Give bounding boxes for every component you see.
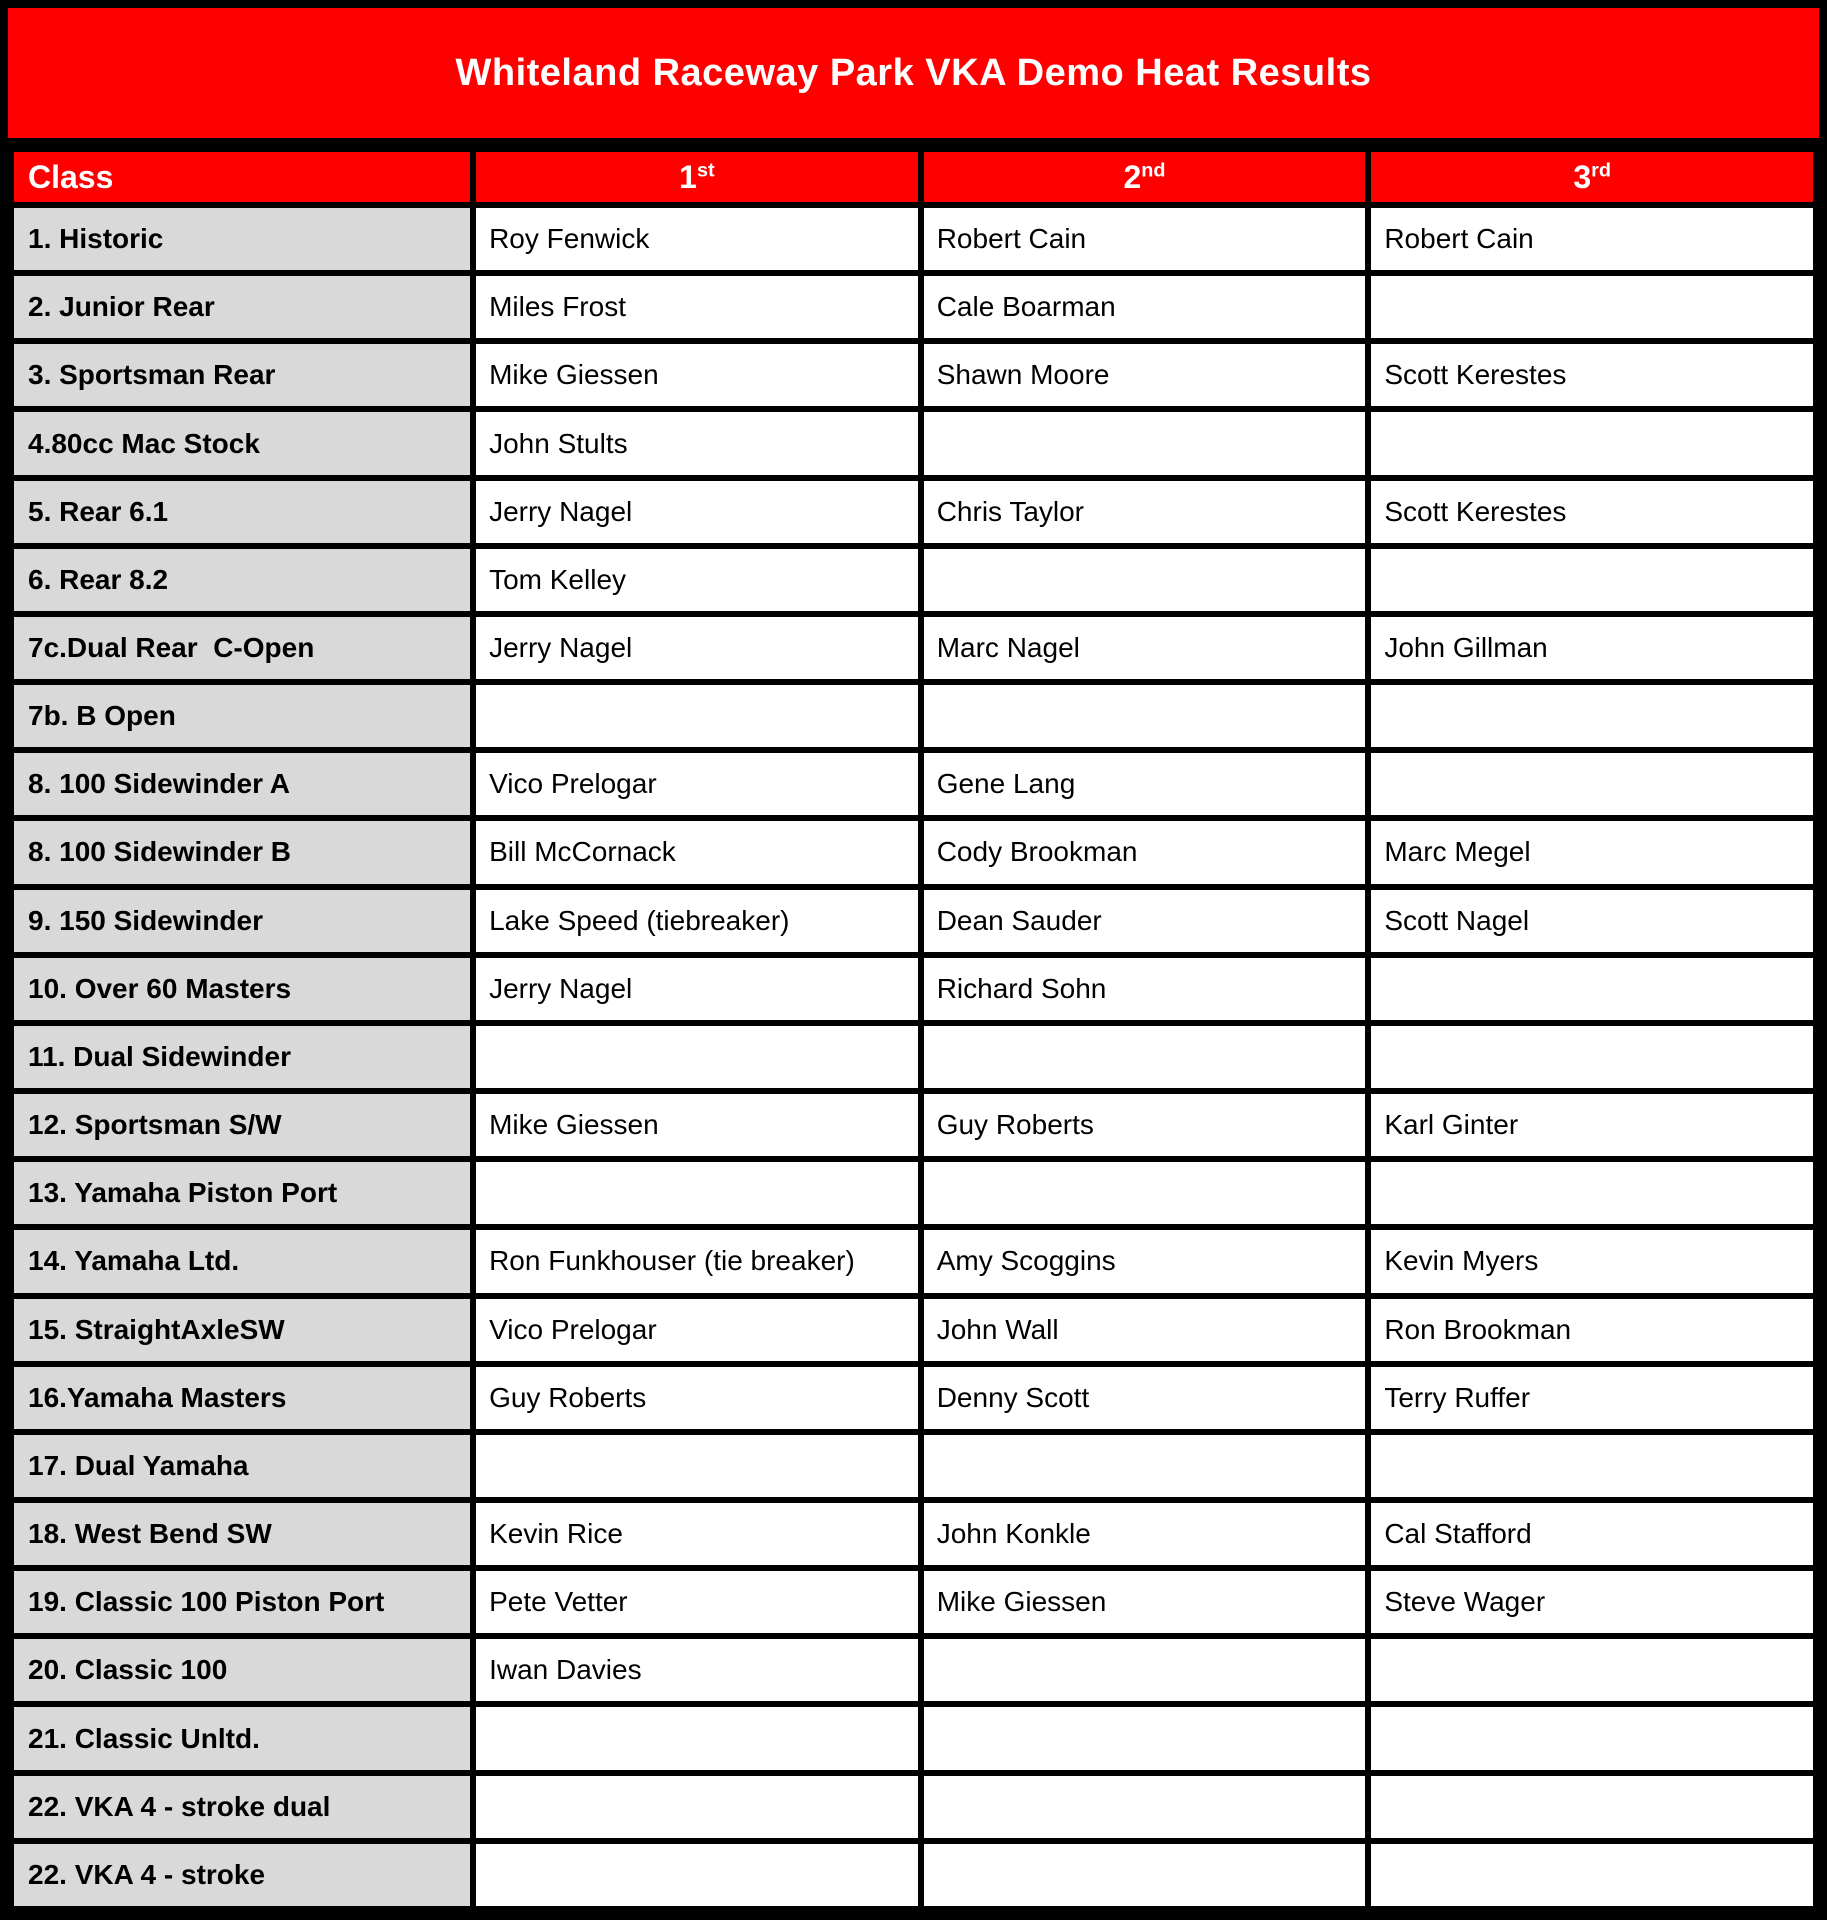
first-place-cell: Guy Roberts <box>473 1364 921 1432</box>
class-cell: 9. 150 Sidewinder <box>11 887 473 955</box>
first-place-cell: Miles Frost <box>473 273 921 341</box>
first-place-cell: Kevin Rice <box>473 1500 921 1568</box>
first-place-cell <box>473 1773 921 1841</box>
results-table <box>8 146 1819 1912</box>
second-place-cell: Mike Giessen <box>921 1568 1369 1636</box>
first-place-cell <box>473 1704 921 1772</box>
table-row <box>11 546 1816 614</box>
class-cell: 16.Yamaha Masters <box>11 1364 473 1432</box>
table-row <box>11 1159 1816 1227</box>
class-cell: 15. StraightAxleSW <box>11 1296 473 1364</box>
second-place-cell: Robert Cain <box>921 205 1369 273</box>
column-header-third <box>1368 149 1816 205</box>
first-place-cell: Jerry Nagel <box>473 614 921 682</box>
second-place-cell <box>921 1023 1369 1091</box>
second-place-cell <box>921 1636 1369 1704</box>
second-place-ordinal-suffix: nd <box>1141 158 1166 181</box>
third-place-cell <box>1368 682 1816 750</box>
third-place-cell: Scott Nagel <box>1368 887 1816 955</box>
third-place-cell <box>1368 1023 1816 1091</box>
first-place-cell: Pete Vetter <box>473 1568 921 1636</box>
first-place-cell: Vico Prelogar <box>473 750 921 818</box>
table-row <box>11 887 1816 955</box>
third-place-cell <box>1368 1704 1816 1772</box>
class-cell: 22. VKA 4 - stroke dual <box>11 1773 473 1841</box>
first-place-cell <box>473 1023 921 1091</box>
class-cell: 21. Classic Unltd. <box>11 1704 473 1772</box>
class-cell: 11. Dual Sidewinder <box>11 1023 473 1091</box>
first-place-ordinal-suffix: st <box>696 158 715 181</box>
table-row <box>11 1023 1816 1091</box>
first-place-cell <box>473 1432 921 1500</box>
first-place-cell: Tom Kelley <box>473 546 921 614</box>
table-row <box>11 1841 1816 1909</box>
table-row <box>11 614 1816 682</box>
second-place-cell <box>921 546 1369 614</box>
class-cell: 17. Dual Yamaha <box>11 1432 473 1500</box>
second-place-cell: Shawn Moore <box>921 341 1369 409</box>
table-row <box>11 682 1816 750</box>
class-cell: 2. Junior Rear <box>11 273 473 341</box>
title-banner <box>8 8 1819 146</box>
class-cell: 14. Yamaha Ltd. <box>11 1227 473 1295</box>
first-place-cell: Ron Funkhouser (tie breaker) <box>473 1227 921 1295</box>
third-place-cell: Kevin Myers <box>1368 1227 1816 1295</box>
first-place-cell: Mike Giessen <box>473 341 921 409</box>
table-row <box>11 409 1816 477</box>
first-place-cell: Vico Prelogar <box>473 1296 921 1364</box>
second-place-cell: Guy Roberts <box>921 1091 1369 1159</box>
class-cell: 19. Classic 100 Piston Port <box>11 1568 473 1636</box>
third-place-cell <box>1368 955 1816 1023</box>
class-cell: 8. 100 Sidewinder A <box>11 750 473 818</box>
third-place-cell: Cal Stafford <box>1368 1500 1816 1568</box>
third-place-cell: Steve Wager <box>1368 1568 1816 1636</box>
table-row <box>11 273 1816 341</box>
third-place-cell <box>1368 750 1816 818</box>
table-row <box>11 1364 1816 1432</box>
third-place-cell: Karl Ginter <box>1368 1091 1816 1159</box>
third-place-cell <box>1368 1159 1816 1227</box>
first-place-cell: John Stults <box>473 409 921 477</box>
table-row <box>11 818 1816 886</box>
third-place-cell: Terry Ruffer <box>1368 1364 1816 1432</box>
second-place-cell: John Konkle <box>921 1500 1369 1568</box>
third-place-cell: Marc Megel <box>1368 818 1816 886</box>
class-cell: 1. Historic <box>11 205 473 273</box>
first-place-cell: Iwan Davies <box>473 1636 921 1704</box>
table-row <box>11 1500 1816 1568</box>
class-cell: 6. Rear 8.2 <box>11 546 473 614</box>
first-place-cell <box>473 682 921 750</box>
second-place-cell <box>921 1841 1369 1909</box>
first-place-cell: Jerry Nagel <box>473 955 921 1023</box>
second-place-number: 2 <box>1123 158 1142 195</box>
table-row <box>11 478 1816 546</box>
third-place-cell: Scott Kerestes <box>1368 341 1816 409</box>
table-row <box>11 1568 1816 1636</box>
table-row <box>11 1296 1816 1364</box>
class-cell: 5. Rear 6.1 <box>11 478 473 546</box>
second-place-cell <box>921 1432 1369 1500</box>
second-place-cell <box>921 409 1369 477</box>
second-place-cell: Cody Brookman <box>921 818 1369 886</box>
header-row <box>11 149 1816 205</box>
first-place-number: 1 <box>679 158 697 195</box>
third-place-cell <box>1368 1841 1816 1909</box>
table-row <box>11 1773 1816 1841</box>
table-row <box>11 750 1816 818</box>
second-place-cell: Gene Lang <box>921 750 1369 818</box>
third-place-cell: Scott Kerestes <box>1368 478 1816 546</box>
class-cell: 4.80cc Mac Stock <box>11 409 473 477</box>
table-row <box>11 1704 1816 1772</box>
second-place-cell <box>921 1773 1369 1841</box>
third-place-cell: Ron Brookman <box>1368 1296 1816 1364</box>
table-row <box>11 1227 1816 1295</box>
class-cell: 12. Sportsman S/W <box>11 1091 473 1159</box>
second-place-cell <box>921 682 1369 750</box>
first-place-cell: Bill McCornack <box>473 818 921 886</box>
second-place-cell <box>921 1704 1369 1772</box>
table-row <box>11 341 1816 409</box>
third-place-cell: Robert Cain <box>1368 205 1816 273</box>
third-place-cell <box>1368 546 1816 614</box>
third-place-cell: John Gillman <box>1368 614 1816 682</box>
second-place-cell: Dean Sauder <box>921 887 1369 955</box>
second-place-cell: Denny Scott <box>921 1364 1369 1432</box>
third-place-cell <box>1368 273 1816 341</box>
class-cell: 7c.Dual Rear C-Open <box>11 614 473 682</box>
table-row <box>11 1636 1816 1704</box>
third-place-cell <box>1368 1432 1816 1500</box>
class-cell: 18. West Bend SW <box>11 1500 473 1568</box>
second-place-cell: Richard Sohn <box>921 955 1369 1023</box>
class-cell: 13. Yamaha Piston Port <box>11 1159 473 1227</box>
table-row <box>11 1091 1816 1159</box>
third-place-ordinal-suffix: rd <box>1591 158 1611 181</box>
third-place-cell <box>1368 1636 1816 1704</box>
table-row <box>11 205 1816 273</box>
class-cell: 7b. B Open <box>11 682 473 750</box>
second-place-cell: Cale Boarman <box>921 273 1369 341</box>
first-place-cell: Mike Giessen <box>473 1091 921 1159</box>
page-title: Whiteland Raceway Park VKA Demo Heat Results <box>455 51 1372 94</box>
second-place-cell: Amy Scoggins <box>921 1227 1369 1295</box>
class-cell: 3. Sportsman Rear <box>11 341 473 409</box>
class-cell: 20. Classic 100 <box>11 1636 473 1704</box>
first-place-cell: Jerry Nagel <box>473 478 921 546</box>
first-place-cell: Lake Speed (tiebreaker) <box>473 887 921 955</box>
second-place-cell: Chris Taylor <box>921 478 1369 546</box>
first-place-cell: Roy Fenwick <box>473 205 921 273</box>
first-place-cell <box>473 1841 921 1909</box>
third-place-number: 3 <box>1573 158 1592 195</box>
third-place-cell <box>1368 409 1816 477</box>
class-cell: 8. 100 Sidewinder B <box>11 818 473 886</box>
table-row <box>11 1432 1816 1500</box>
first-place-cell <box>473 1159 921 1227</box>
column-header-first <box>473 149 921 205</box>
third-place-cell <box>1368 1773 1816 1841</box>
second-place-cell <box>921 1159 1369 1227</box>
table-row <box>11 955 1816 1023</box>
second-place-cell: Marc Nagel <box>921 614 1369 682</box>
second-place-cell: John Wall <box>921 1296 1369 1364</box>
column-header-second <box>921 149 1369 205</box>
class-cell: 10. Over 60 Masters <box>11 955 473 1023</box>
column-header-class: Class <box>11 149 473 205</box>
class-cell: 22. VKA 4 - stroke <box>11 1841 473 1909</box>
